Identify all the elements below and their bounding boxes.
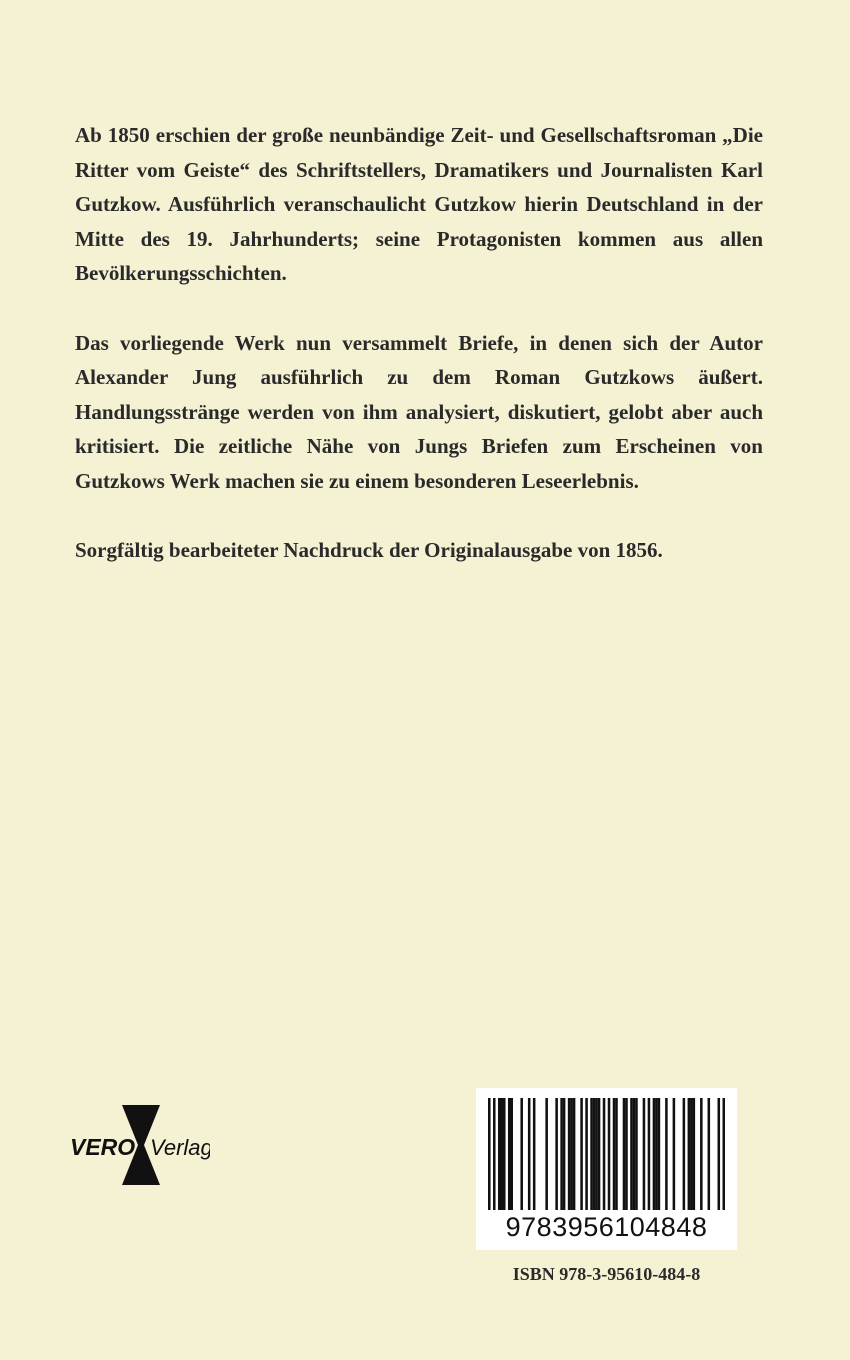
barcode-bar: [568, 1098, 571, 1210]
publisher-logo: [70, 1105, 210, 1185]
barcode-bar: [665, 1098, 668, 1210]
barcode-bar: [633, 1098, 636, 1210]
barcode-digits: 9783956104848: [505, 1212, 708, 1242]
barcode-bars: [488, 1098, 725, 1210]
barcode-bar: [498, 1098, 501, 1210]
barcode-bar: [508, 1098, 511, 1210]
back-cover-blurb: [75, 118, 763, 602]
barcode-bar: [533, 1098, 536, 1210]
barcode-bar: [625, 1098, 628, 1210]
barcode-bar: [573, 1098, 576, 1210]
barcode-bar: [503, 1098, 506, 1210]
barcode-bar: [700, 1098, 703, 1210]
barcode-bar: [623, 1098, 626, 1210]
barcode-bar: [658, 1098, 661, 1210]
barcode-bar: [690, 1098, 693, 1210]
barcode-bar: [608, 1098, 611, 1210]
blurb-paragraph-1: Ab 1850 erschien der große neunbändige Zeit- und Gesellschaftsroman „Die Ritter vom Geiste“ des Schriftstellers, Dramatikers und Journalisten Karl Gutzkow. Ausführlich veranschaulicht Gutzkow hierin Deutschland in der Mitte des 19. Jahrhunderts; seine Protagonisten kommen aus allen Bevölkerungsschichten.: [75, 123, 763, 286]
blurb-paragraph-2: Das vorliegende Werk nun versammelt Briefe, in denen sich der Autor Alexander Jung ausführlich zu dem Roman Gutzkows äußert. Handlungsstränge werden von ihm analysiert, diskutiert, gelobt aber auch kritisiert. Die zeitliche Nähe von Jungs Briefen zum Erscheinen von Gutzkows Werk machen sie zu einem besonderen Leseerlebnis.: [75, 330, 763, 493]
barcode-bar: [585, 1098, 588, 1210]
barcode-bar: [643, 1098, 646, 1210]
barcode-bar: [598, 1098, 601, 1210]
barcode-bar: [563, 1098, 566, 1210]
barcode-bar: [595, 1098, 598, 1210]
barcode-bar: [653, 1098, 656, 1210]
barcode-bar: [630, 1098, 633, 1210]
barcode-bar: [693, 1098, 696, 1210]
barcode-bar: [708, 1098, 711, 1210]
barcode-bar: [545, 1098, 548, 1210]
barcode-bar: [635, 1098, 638, 1210]
barcode-bar: [613, 1098, 616, 1210]
barcode-bar: [655, 1098, 658, 1210]
isbn-label: ISBN 978-3-95610-484-8: [512, 1264, 701, 1284]
barcode-bar: [500, 1098, 503, 1210]
barcode-bar: [615, 1098, 618, 1210]
barcode-bar: [520, 1098, 523, 1210]
barcode-bar: [723, 1098, 725, 1210]
barcode-bar: [673, 1098, 676, 1210]
blurb-paragraph-3: Sorgfältig bearbeiteter Nachdruck der Originalausgabe von 1856.: [75, 538, 663, 563]
barcode-bar: [593, 1098, 596, 1210]
barcode-bar: [603, 1098, 606, 1210]
barcode-bar: [648, 1098, 651, 1210]
barcode: [476, 1088, 737, 1250]
barcode-bar: [580, 1098, 583, 1210]
barcode-bar: [493, 1098, 496, 1210]
barcode-bar: [555, 1098, 558, 1210]
barcode-bar: [528, 1098, 531, 1210]
barcode-bar: [718, 1098, 721, 1210]
barcode-bar: [560, 1098, 563, 1210]
barcode-bar: [510, 1098, 513, 1210]
barcode-bar: [488, 1098, 491, 1210]
barcode-bar: [570, 1098, 573, 1210]
logo-name-vero: VERO: [70, 1134, 136, 1160]
barcode-bar: [683, 1098, 686, 1210]
logo-name-verlag: Verlag: [150, 1135, 210, 1160]
barcode-bar: [688, 1098, 691, 1210]
barcode-bar: [590, 1098, 593, 1210]
